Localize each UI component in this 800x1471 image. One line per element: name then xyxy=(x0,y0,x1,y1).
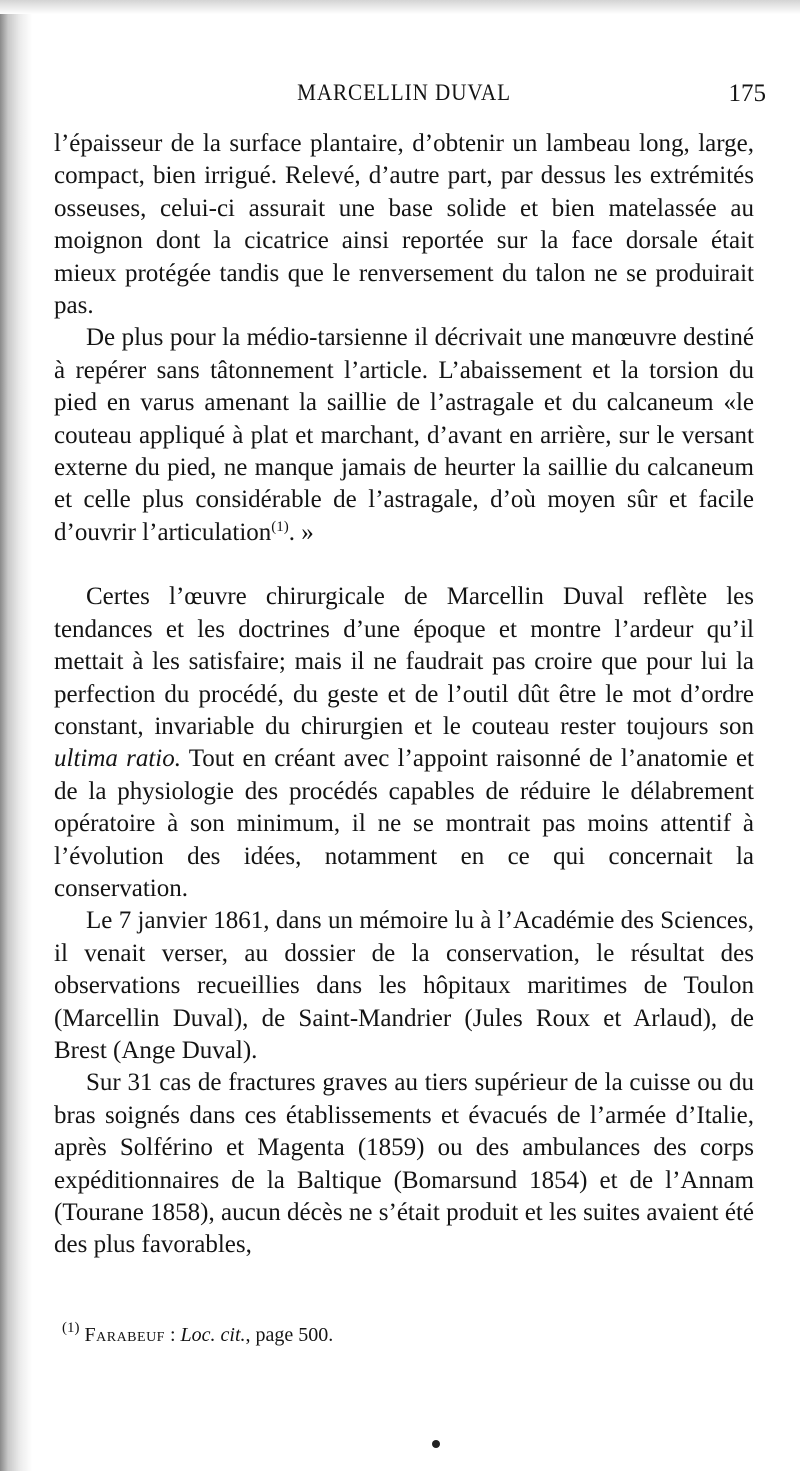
paragraph-3-text-a: Certes l’œuvre chirurgicale de Marcellin Duval reflète les tendances et les doctrines d’une époque et montre l’ardeur qu’il mettait à les satisfaire; mais il ne faudrait pas croire que pour lui la perfection du procédé, du geste et de l’outil dût être le mot d’ordre constant, invariable du chirurgien et le couteau rester toujours son xyxy=(54,583,754,740)
paragraph-4: Le 7 janvier 1861, dans un mémoire lu à l’Académie des Sciences, il venait verser, au dossier de la conservation, le résultat des observations recueillies dans les hôpitaux maritimes de Toulon (Marcellin Duval), de Saint-Mandrier (Jules Roux et Arlaud), de Brest (Ange Duval). xyxy=(54,907,754,1064)
page-mark xyxy=(432,1440,440,1448)
paragraph-1: l’épaisseur de la surface plantaire, d’obtenir un lambeau long, large, compact, bien irrigué. Relevé, d’autre part, par dessus les extrémités osseuses, celui-ci assurait une base solide et bien matelassée au moignon dont la cicatrice ainsi reportée sur la face dorsale était mieux protégée tandis que le renversement du talon ne se produirait pas. xyxy=(54,130,754,320)
paragraph-3-text-b: Tout en créant avec l’appoint raisonné de l’anatomie et de la physiologie des procédés capables de réduire le délabrement opératoire à son minimum, il ne se montrait pas moins attentif à l’évolution des idées, notamment en ce qui concernait la conservation. xyxy=(54,745,755,902)
running-title: MARCELLIN DUVAL xyxy=(297,80,511,105)
footnote xyxy=(62,1322,752,1348)
paragraph-5: Sur 31 cas de fractures graves au tiers supérieur de la cuisse ou du bras soignés dans ces établissements et évacués de l’armée d’Italie, après Solférino et Magenta (1859) ou des ambulances des corps expéditionnaires de la Baltique (Bomarsund 1854) et de l’Annam (Tourane 1858), aucun décès ne s’était produit et les suites avaient été des plus favorables, xyxy=(54,1069,754,1259)
paragraph-3-italic: ultima ratio. xyxy=(54,745,181,773)
page-number: 175 xyxy=(728,80,766,107)
paragraph-2 xyxy=(54,322,754,549)
footnote-marker: (1) xyxy=(62,1320,80,1336)
paragraph-3 xyxy=(54,581,754,905)
paragraph-2-end: . » xyxy=(288,518,314,546)
page-edge-shadow xyxy=(0,0,32,1471)
footnote-source: Loc. cit. xyxy=(180,1324,246,1346)
body-text xyxy=(54,128,754,1262)
page-top-shadow xyxy=(0,0,800,14)
footnote-page: , page 500. xyxy=(245,1324,334,1346)
paragraph-2-text: De plus pour la médio-tarsienne il décrivait une manœuvre destiné à repérer sans tâtonnement l’article. L’abaissement et la torsion du pied en varus amenant la saillie de l’astragale et du calcaneum «le couteau appliqué à plat et marchant, d’avant en arrière, sur le versant externe du pied, ne manque jamais de heurter la saillie du calcaneum et celle plus considérable de l’astragale, d’où moyen sûr et facile d’ouvrir l’articulation xyxy=(54,324,754,546)
footnote-author: Farabeuf xyxy=(84,1324,165,1346)
footnote-reference: (1) xyxy=(271,518,289,535)
page-header xyxy=(54,80,766,120)
footnote-separator: : xyxy=(164,1324,181,1346)
